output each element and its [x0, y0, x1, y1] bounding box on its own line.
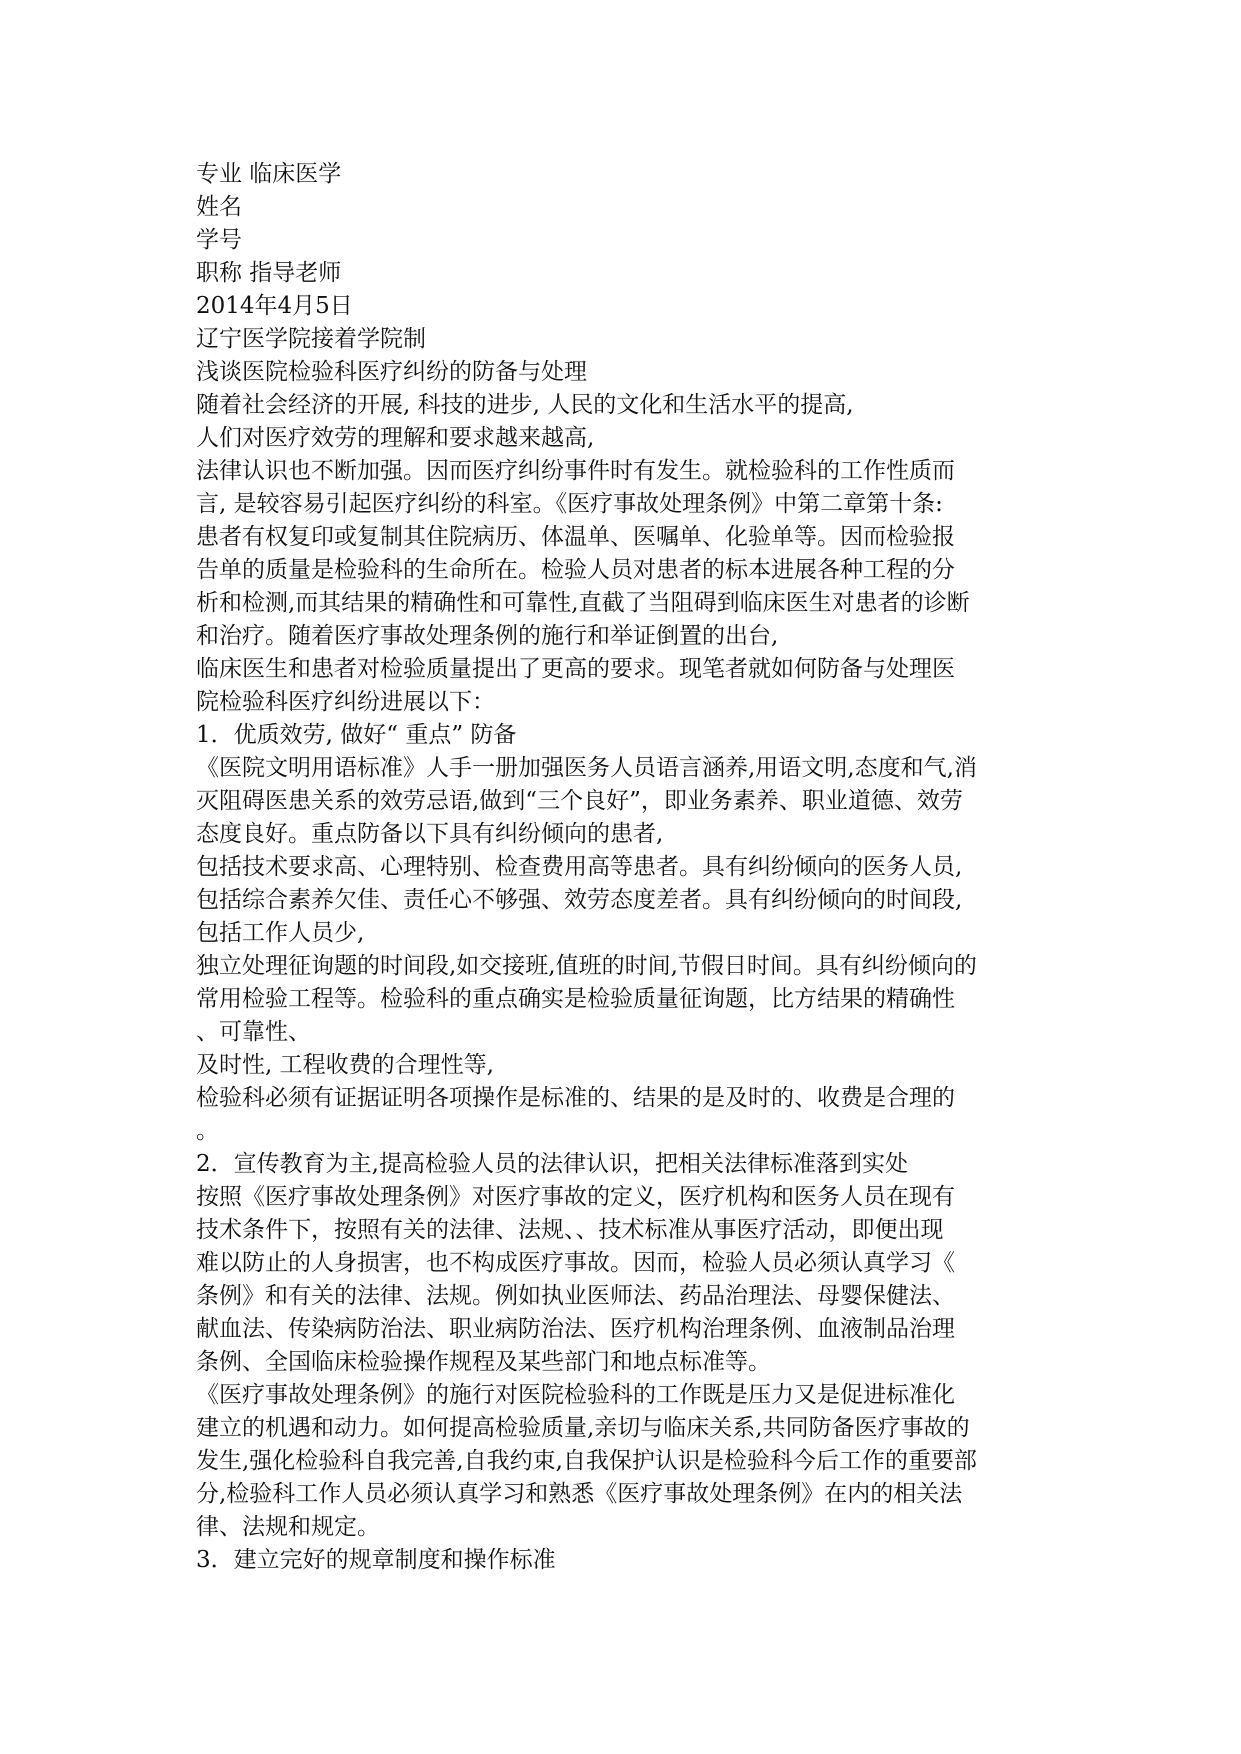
document-line: 建立的机遇和动力。如何提高检验质量,亲切与临床关系,共同防备医疗事故的 [196, 1415, 970, 1441]
document-line: 包括综合素养欠佳、责任心不够强、效劳态度差者。具有纠纷倾向的时间段, [196, 887, 963, 913]
section-heading: 1．优质效劳, 做好“ 重点” 防备 [196, 722, 517, 748]
section-heading: 2．宣传教育为主,提高检验人员的法律认识，把相关法律标准落到实处 [196, 1151, 908, 1177]
document-line: 、可靠性、 [196, 1019, 311, 1045]
document-line: 按照《医疗事故处理条例》对医疗事故的定义，医疗机构和医务人员在现有 [196, 1184, 955, 1210]
document-line: 职称 指导老师 [196, 260, 342, 286]
document-line: 条例》和有关的法律、法规。例如执业医师法、药品治理法、母婴保健法、 [196, 1283, 955, 1309]
document-line: 常用检验工程等。检验科的重点确实是检验质量征询题，比方结果的精确性 [196, 986, 955, 1012]
document-body [196, 158, 1048, 1577]
document-line: 院检验科医疗纠纷进展以下： [196, 689, 495, 715]
document-line: 发生,强化检验科自我完善,自我约束,自我保护认识是检验科今后工作的重要部 [196, 1448, 977, 1474]
document-line: 技术条件下，按照有关的法律、法规、、技术标准从事医疗活动，即便出现 [196, 1217, 944, 1243]
document-line: 2014年4月5日 [196, 293, 353, 319]
document-line: 临床医生和患者对检验质量提出了更高的要求。现笔者就如何防备与处理医 [196, 656, 955, 682]
document-line: 律、法规和规定。 [196, 1514, 380, 1540]
document-line: 包括工作人员少, [196, 920, 365, 946]
document-title: 浅谈医院检验科医疗纠纷的防备与处理 [196, 359, 587, 385]
document-line: 学号 [196, 227, 242, 253]
document-line: 和治疗。随着医疗事故处理条例的施行和举证倒置的出台, [196, 623, 779, 649]
document-line: 姓名 [196, 194, 242, 220]
section-heading: 3．建立完好的规章制度和操作标准 [196, 1547, 556, 1573]
document-line: 患者有权复印或复制其住院病历、体温单、医嘱单、化验单等。因而检验报 [196, 524, 955, 550]
document-line: 析和检测,而其结果的精确性和可靠性,直截了当阻碍到临床医生对患者的诊断 [196, 590, 970, 616]
document-line: 《医疗事故处理条例》的施行对医院检验科的工作既是压力又是促进标准化 [196, 1382, 955, 1408]
document-line: 及时性, 工程收费的合理性等, [196, 1052, 494, 1078]
document-line: 灭阻碍医患关系的效劳忌语,做到“三个良好”，即业务素养、职业道德、效劳 [196, 788, 963, 814]
document-line: 随着社会经济的开展, 科技的进步, 人民的文化和生活水平的提高, [196, 392, 854, 418]
document-line: 检验科必须有证据证明各项操作是标准的、结果的是及时的、收费是合理的 [196, 1085, 955, 1111]
document-line: 难以防止的人身损害，也不构成医疗事故。因而，检验人员必须认真学习《 [196, 1250, 955, 1276]
document-line: 法律认识也不断加强。因而医疗纠纷事件时有发生。就检验科的工作性质而 [196, 458, 955, 484]
document-line: 献血法、传染病防治法、职业病防治法、医疗机构治理条例、血液制品治理 [196, 1316, 955, 1342]
document-line: 包括技术要求高、心理特别、检查费用高等患者。具有纠纷倾向的医务人员, [196, 854, 963, 880]
document-line: 人们对医疗效劳的理解和要求越来越高, [196, 425, 595, 451]
document-line: 《医院文明用语标准》人手一册加强医务人员语言涵养,用语文明,态度和气,消 [196, 755, 977, 781]
document-line: 告单的质量是检验科的生命所在。检验人员对患者的标本进展各种工程的分 [196, 557, 955, 583]
document-line: 条例、全国临床检验操作规程及某些部门和地点标准等。 [196, 1349, 771, 1375]
document-line: 言, 是较容易引起医疗纠纷的科室。《医疗事故处理条例》中第二章第十条: [196, 491, 943, 517]
document-line: 态度良好。重点防备以下具有纠纷倾向的患者, [196, 821, 664, 847]
document-line: 。 [196, 1118, 219, 1144]
document-line: 分,检验科工作人员必须认真学习和熟悉《医疗事故处理条例》在内的相关法 [196, 1481, 963, 1507]
document-line: 辽宁医学院接着学院制 [196, 326, 426, 352]
document-line: 专业 临床医学 [196, 161, 342, 187]
document-line: 独立处理征询题的时间段,如交接班,值班的时间,节假日时间。具有纠纷倾向的 [196, 953, 977, 979]
